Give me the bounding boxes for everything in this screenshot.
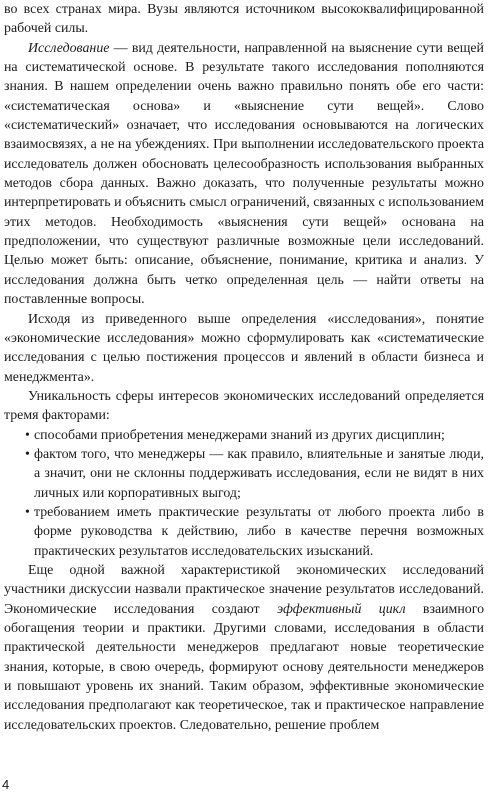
bullet-marker: • xyxy=(25,446,30,462)
document-page xyxy=(4,0,484,735)
paragraph-universities: во всех странах мира. Вузы являются источником высококвалифицированной рабочей силы. xyxy=(4,2,484,37)
list-item-text: требованием иметь практические результаты от любого проекта либо в форме руководства к действию, либо в качестве перечня возможных практических результатов исследовательских изысканий. xyxy=(34,504,484,559)
bullet-marker: • xyxy=(25,427,30,443)
list-item-text: фактом того, что менеджеры — как правило, влиятельные и занятые люди, а значит, они не склонны поддерживать исследования, если не видят в них личных или корпоративных выгод; xyxy=(34,446,484,501)
practical-significance-text-end: взаимного обогащения теории и практики. Другими словами, исследования в области практической деятельности менеджеров предлагают новые теоретические знания, которые, в свою очередь, формируют основу деятельности менеджеров и повышают уровень их знаний. Таким образом, эффективные экономические исследования предполагают как теоретическое, так и практическое направление исследовательских проектов. Следовательно, решение проблем xyxy=(4,601,485,733)
term-research: Исследование xyxy=(28,40,110,56)
research-definition-text: — вид деятельности, направленной на выяснение сути вещей на систематической основе. В результате такого исследования пополняются знания. В нашем определении очень важно правильно понять обе его части: «систематическая основа» и «выяснение сути вещей». Слово «систематический» означает, что исследования основываются на логических взаимосвязях, а не на убеждениях. При выполнении исследовательского проекта исследователь должен обосновать целесообразность использования выбранных методов сбора данных. Важно доказать, что полученные результаты можно интерпретировать и объяснить смысл ограничений, связанных с использованием этих методов. Необходимость «выяснения сути вещей» основана на предположении, что существуют различные возможные цели исследований. Целью может быть: описание, объяснение, понимание, критика и анализ. У исследования должна быть четко определенная цель — найти ответы на поставленные вопросы. xyxy=(4,40,484,308)
list-item-text: способами приобретения менеджерами знаний из других дисциплин; xyxy=(34,427,445,443)
page-number: 4 xyxy=(2,777,10,792)
list-item xyxy=(4,426,484,445)
list-item xyxy=(4,503,484,561)
paragraph-three-factors: Уникальность сферы интересов экономических исследований определяется тремя факторами: xyxy=(4,388,484,424)
factors-list xyxy=(4,426,484,561)
list-item xyxy=(4,445,484,503)
paragraph-research-definition xyxy=(4,39,484,310)
practical-significance-text-start: Еще одной важной характеристикой экономических исследований участники дискуссии назвали практическое значение результатов исследований. Экономические исследования создают xyxy=(4,562,484,617)
bullet-marker: • xyxy=(25,504,30,520)
term-effective-cycle: эффективный цикл xyxy=(277,601,406,617)
paragraph-practical-significance xyxy=(4,561,484,735)
paragraph-economic-research-definition: Исходя из приведенного выше определения «исследования», понятие «экономические исследования» можно сформулировать как «систематические исследования с целью постижения процессов и явлений в области бизнеса и менеджмента». xyxy=(4,311,484,385)
